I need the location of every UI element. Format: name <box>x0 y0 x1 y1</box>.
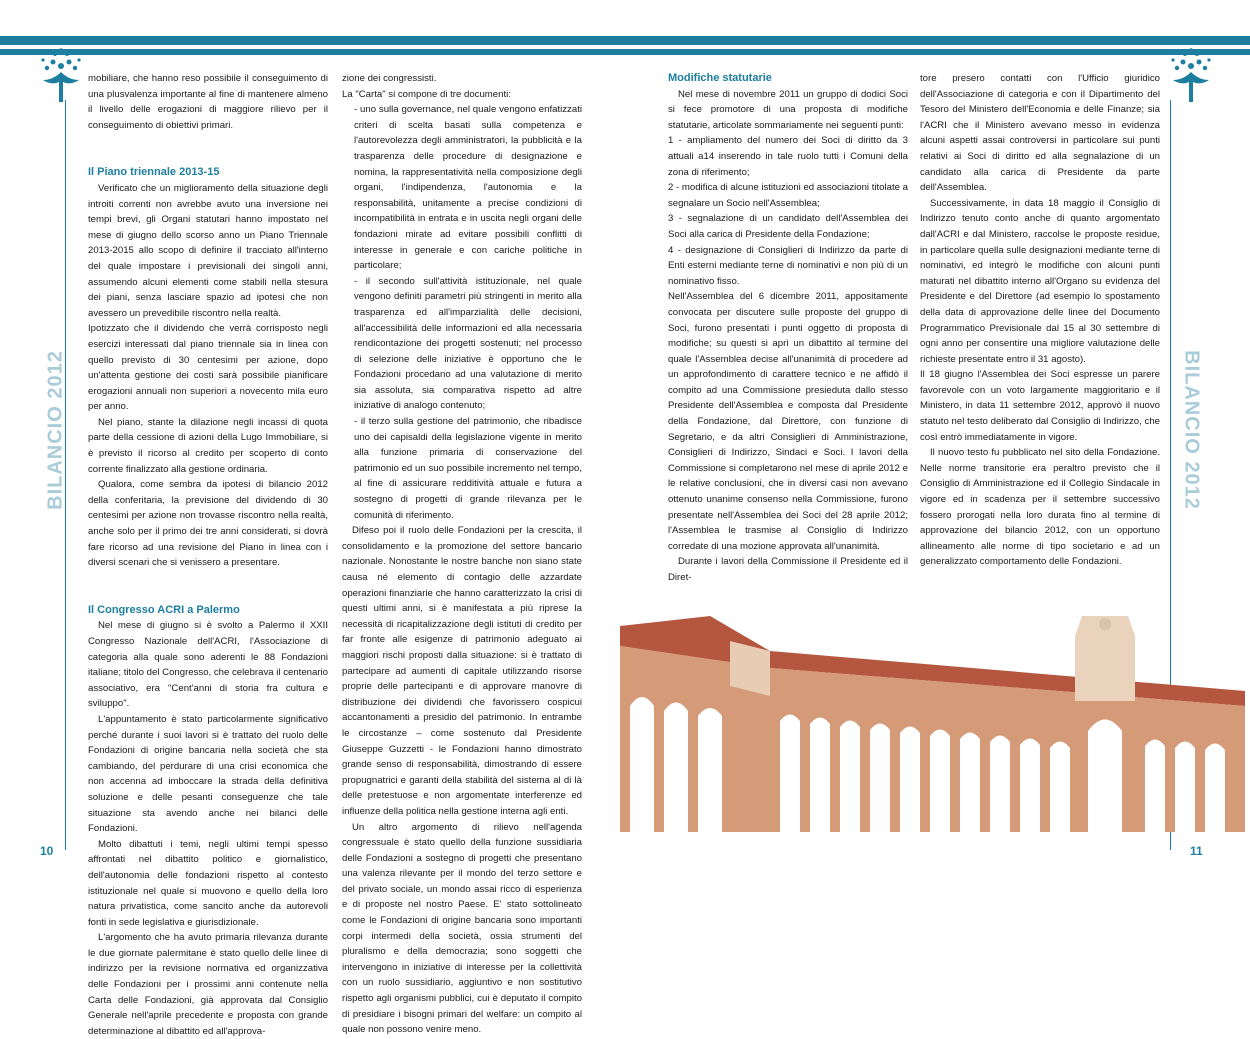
page-number-right: 11 <box>1190 844 1203 858</box>
paragraph: Durante i lavori della Commissione il Presidente ed il Diret- <box>668 556 908 583</box>
list-item: - il secondo sull'attività istituzionale, nel quale vengono definiti parametri più stringenti in merito alla trasparenza ed all'imparzialità delle decisioni, all'accessibilità delle informazioni ed alla necessaria rendicontazione dei progetti sostenuti; nel processo di selezione delle iniziative è opportuno che le Fondazioni procedano ad una valutazione di merito sia assoluta, sia comparativa rispetto ad altre iniziative di analogo contenuto; <box>354 275 582 412</box>
list-item: 3 - segnalazione di un candidato dell'Assemblea dei Soci alla carica di Presidente della Fondazione; <box>668 213 908 240</box>
side-label-left: BILANCIO 2012 <box>44 350 67 510</box>
paragraph: L'appuntamento è stato particolarmente significativo perché durante i suoi lavori si è trattato del ruolo delle Fondazioni di origine bancaria nella società che sta cambiando, del perdurare di una crisi economica che non accenna ad imboccare la strada della definitiva soluzione e delle pesanti conseguenze che tale situazione sta avendo anche nei bilanci delle Fondazioni. <box>88 713 328 835</box>
paragraph: mobiliare, che hanno reso possibile il conseguimento di una plusvalenza importante al fine di mantenere almeno il livello delle erogazioni di maggiore rilievo per il conseguimento di obiettivi primari. <box>88 73 328 131</box>
column-4 <box>920 71 1160 570</box>
list-item: 4 - designazione di Consiglieri di Indirizzo da parte di Enti esterni mediante terne di nominativi e non più di un nominativo fisso. <box>668 244 908 287</box>
page-number-left: 10 <box>40 844 54 858</box>
paragraph: Ipotizzato che il dividendo che verrà corrisposto negli esercizi interessati dal piano triennale sia in linea con quello previsto di 30 centesimi per azione, dopo un'attenta gestione dei costi sarà possibile pianificare erogazioni annuali non superiori a novecento mila euro per anno. <box>88 323 328 413</box>
column-2 <box>342 71 582 1038</box>
foundation-logo-icon <box>1165 44 1217 104</box>
paragraph: Qualora, come sembra da ipotesi di bilancio 2012 della conferitaria, la previsione del dividendo di 30 centesimi per azione non trovasse riscontro nella realtà, anche solo per il primo dei tre anni considerati, si dovrà fare ricorso ad una revisione del Piano in linea con i diversi scenari che si venissero a presentare. <box>88 479 328 569</box>
list-item: - uno sulla governance, nel quale vengono enfatizzati criteri di scelta basati sulla competenza e l'autorevolezza degli amministratori, la pubblicità e la trasparenza delle procedure di designazione e nomina, la rappresentatività nella composizione degli organi, l'indipendenza, l'autonomia e la responsabilità, unitamente a precise condizioni di incompatibilità in entrata e in uscita negli organi delle fondazioni mirate ad evitare possibili conflitti di interesse in generale e con cariche politiche in particolare; <box>354 104 582 272</box>
list-item: 1 - ampliamento del numero dei Soci di diritto da 3 attuali a14 inserendo in tale ruolo tutti i Comuni della zona di riferimento; <box>668 135 908 178</box>
arcade-building-illustration <box>620 596 1245 842</box>
paragraph: Nel mese di novembre 2011 un gruppo di dodici Soci si fece promotore di una proposta di modifiche statutarie, articolate sommariamente nei seguenti punti: <box>668 88 908 131</box>
foundation-logo-icon <box>35 44 87 104</box>
paragraph: Un altro argomento di rilievo nell'agenda congressuale è stato quello della funzione sussidiaria delle Fondazioni a sostegno di progetti che presentano una valenza rilevante per il mondo del terzo settore e del privato sociale, un mondo assai ricco di esperienza e di proposte nel nostro Paese. E' stato sottolineato come le Fondazioni di origine bancaria sono importanti corpi intermedi della società, ossia strumenti del pluralismo e della democrazia; sono soggetti che intervengono in iniziative di interesse per la collettività con un ruolo sussidiario, aggiuntivo e non sostitutivo rispetto agli organismi pubblici, cui è deputato il compito di presidiare i bisogni primari del welfare: un compito al quale non possono venire meno. <box>342 821 582 1036</box>
paragraph: Successivamente, in data 18 maggio il Consiglio di Indirizzo tenuto conto anche di quanto argomentato dall'ACRI e dal Ministero, raccolse le proposte residue, in particolare quella sulle designazioni mediante terne di nominativi, ed integrò le modifiche con alcuni punti maturati nel dibattito interno all'Organo su evidenza del Presidente e del Direttore (ad esempio lo spostamento della data di approvazione delle linee del Documento Programmatico Previsionale dal 15 al 30 settembre di ogni anno per consentire una migliore valutazione delle richieste presentate entro il 31 agosto). <box>920 197 1160 365</box>
paragraph: L'argomento che ha avuto primaria rilevanza durante le due giornate palermitane è stato quello delle linee di indirizzo per la revisione normativa ed organizzativa delle Fondazioni per i prossimi anni contenute nella Carta delle Fondazioni, già approvata dal Consiglio Generale nell'aprile precedente e proposta con grande determinazione al dibattito ed all'approva- <box>88 932 328 1037</box>
section-heading-piano-triennale: Il Piano triennale 2013-15 <box>88 166 220 179</box>
paragraph: Verificato che un miglioramento della situazione degli introiti correnti non avrebbe avuto una inversione nei tempi brevi, gli Organi statutari hanno impostato nel mese di giugno dello scorso anno un Piano Triennale 2013-2015 allo scopo di definire il tracciato all'interno del quale impostare i previsionali dei singoli anni, assumendo alcuni elementi come stabili nella stesura dei piani, senza lasciare spazio ad ipotesi che non avessero un prevedibile riscontro nella realtà. <box>88 182 328 319</box>
side-label-right: BILANCIO 2012 <box>1180 350 1203 510</box>
paragraph: Il 18 giugno l'Assemblea dei Soci espresse un parere favorevole con un voto largamente maggioritario e il Ministero, in data 11 settembre 2012, approvò il nuovo statuto nel testo deliberato dal Consiglio di Indirizzo, che così entrò immediatamente in vigore. <box>920 369 1160 443</box>
list-item: 2 - modifica di alcune istituzioni ed associazioni titolate a segnalare un Socio nell'Assemblea; <box>668 182 908 209</box>
column-3 <box>668 71 908 586</box>
column-1 <box>88 71 328 1039</box>
paragraph: Difeso poi il ruolo delle Fondazioni per la crescita, il consolidamento e la promozione del settore bancario nazionale. Nonostante le nostre banche non siano state causa né elemento di contagio delle azzardate operazioni finanziarie che hanno caratterizzato la crisi di questi ultimi anni, si è manifestata a più riprese la necessità di ricapitalizzazione degli istituti di credito per far fronte alle esigenze di patrimonio adeguato ai maggiori rischi proposti dalla situazione: si è trattato di partecipare ad aumenti di capitale utilizzando risorse proprie delle partecipanti e di approvare manovre di distribuzione dei dividendi che favorissero cospicui accantonamenti a presidio del patrimonio. In entrambe le circostanze – come sostenuto dal Presidente Giuseppe Guzzetti - le Fondazioni hanno dimostrato grande senso di responsabilità, dimostrando di essere propugnatrici e garanti della stabilità del sistema al di là delle pretestuose e non argomentate interferenze ed influenze della politica nella gestione interna agli enti. <box>342 525 582 817</box>
paragraph: zione dei congressisti. <box>342 73 437 84</box>
paragraph: Molto dibattuti i temi, negli ultimi tempi spesso affrontati nel dibattito politico e giornalistico, dell'autonomia delle fondazioni rispetto al contesto istituzionale nel quale si muovono e quello della loro natura privatistica, come sancito anche da autorevoli fonti in sede legislativa e giurisdizionale. <box>88 838 328 928</box>
list-item: - il terzo sulla gestione del patrimonio, che ribadisce uno dei capisaldi della legislazione vigente in merito alla funzione primaria di conservazione del patrimonio ed un suo possibile incremento nel tempo, al fine di assicurare redditività attuale e futura a sostegno di progetti di grande rilevanza per le comunità di riferimento. <box>354 416 582 521</box>
paragraph: Nel piano, stante la dilazione negli incassi di quota parte della cessione di azioni della Lugo Immobiliare, si è previsto il ricorso al credito per scoperto di conto corrente finalizzato alla gestione ordinaria. <box>88 416 328 475</box>
paragraph: tore presero contatti con l'Ufficio giuridico dell'Associazione di categoria e con il Dipartimento del Tesoro del Ministero dell'Economia e delle Finanze; sia l'ACRI che il Ministero avevano messo in evidenza alcuni aspetti assai controversi in particolare sui punti relativi ai Soci di diritto ed alla segnalazione di un candidato alla carica di Presidente da parte dell'Assemblea. <box>920 73 1160 194</box>
section-heading-congresso-acri: Il Congresso ACRI a Palermo <box>88 603 240 616</box>
header-rule-bottom <box>0 49 1250 55</box>
paragraph: Il nuovo testo fu pubblicato nel sito della Fondazione. Nelle norme transitorie era peraltro previsto che il Consiglio di Amministrazione ed il Collegio Sindacale in vigore ed in scadenza per il settembre successivo fossero prorogati nella loro durata fino al termine di approvazione del bilancio 2012, con un opportuno allineamento alle norme di tipo societario e ad un generalizzato comportamento delle Fondazioni. <box>920 447 1160 568</box>
section-heading-modifiche-statutarie: Modifiche statutarie <box>668 72 772 84</box>
paragraph: Nel mese di giugno si è svolto a Palermo il XXII Congresso Nazionale dell'ACRI, l'Associazione di categoria alla quale sono aderenti le 88 Fondazioni italiane; titolo del Congresso, che celebrava il centenario associativo, era "Cent'anni di storia fra cultura e sviluppo". <box>88 620 328 710</box>
header-rule-top <box>0 36 1250 45</box>
paragraph: La "Carta" si compone di tre documenti: <box>342 88 511 100</box>
paragraph: Nell'Assemblea del 6 dicembre 2011, appositamente convocata per discutere sulle proposte del gruppo di Soci, furono presentati i punti oggetto di proposta di modifiche; su questi si aprì un dibattito al termine del quale l'Assemblea decise all'unanimità di procedere ad un approfondimento di carattere tecnico e ne affidò il compito ad una Commissione presieduta dallo stesso Presidente dell'Assemblea e composta dal Presidente della Fondazione, dal Direttore, con funzione di Segretario, e da altri Consiglieri di Amministrazione, Consiglieri di Indirizzo, Sindaci e Soci. I lavori della Commissione si completarono nel mese di aprile 2012 e le relative conclusioni, che in diversi casi non avevano ottenuto unanime consenso nella Commissione, furono presentate nell'Assemblea dei Soci del 28 aprile 2012; l'Assemblea le trasmise al Consiglio di Indirizzo corredate di una mozione approvata all'unanimità. <box>668 291 908 552</box>
